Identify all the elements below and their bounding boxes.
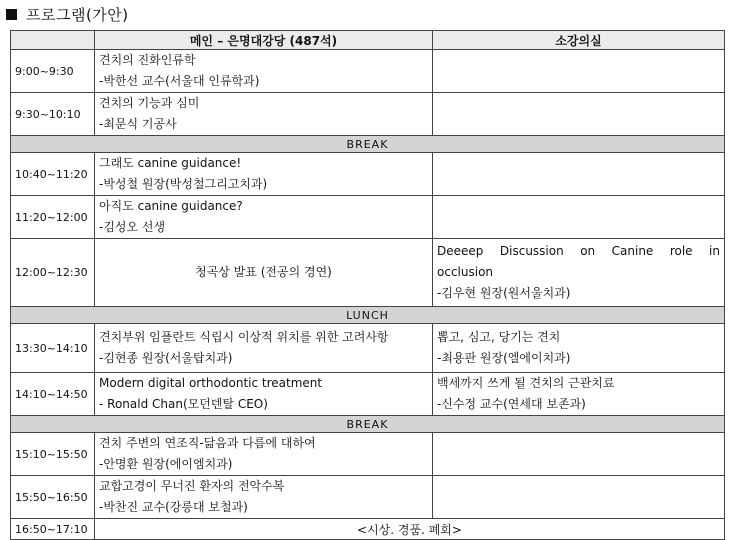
session-line: -김성오 선생 [99, 220, 166, 234]
small-room-session [433, 50, 725, 93]
session-line: -박한선 교수(서울대 인류학과) [99, 74, 260, 88]
time-cell: 12:00~12:30 [11, 239, 95, 307]
small-room-session [433, 153, 725, 196]
table-row [11, 519, 725, 540]
time-cell: 16:50~17:10 [11, 519, 95, 540]
session-line: -신수정 교수(연세대 보존과) [437, 397, 586, 411]
main-hall-session [95, 476, 433, 519]
session-line: 견치 주변의 연조직-닮음과 다름에 대하여 [99, 436, 316, 450]
session-line: 청곡상 발표 (전공의 경연) [195, 265, 332, 279]
program-body [11, 50, 725, 540]
session-line: 견치의 기능과 심미 [99, 96, 200, 110]
small-room-session [433, 373, 725, 416]
main-hall-session [95, 239, 433, 307]
session-line: -박찬진 교수(강릉대 보철과) [99, 500, 248, 514]
small-room-session [433, 433, 725, 476]
time-cell: 11:20~12:00 [11, 196, 95, 239]
time-cell: 9:00~9:30 [11, 50, 95, 93]
time-cell: 13:30~14:10 [11, 324, 95, 373]
main-hall-session [95, 196, 433, 239]
session-line: -안명환 원장(에이엠치과) [99, 457, 233, 471]
time-cell: 9:30~10:10 [11, 93, 95, 136]
session-line: -최문식 기공사 [99, 117, 177, 131]
session-line: -김현종 원장(서울탑치과) [99, 351, 233, 365]
session-line: 견치의 진화인류학 [99, 53, 196, 67]
table-row [11, 476, 725, 519]
small-room-session [433, 93, 725, 136]
table-row [11, 324, 725, 373]
break-row [11, 307, 725, 324]
table-row [11, 50, 725, 93]
session-line: 그래도 canine guidance! [99, 156, 242, 170]
session-line: occlusion [437, 265, 494, 279]
table-row [11, 373, 725, 416]
break-label: LUNCH [11, 307, 725, 324]
main-hall-session [95, 50, 433, 93]
closing-label: <시상. 경품. 폐회> [95, 519, 725, 540]
main-hall-session [95, 93, 433, 136]
main-hall-session [95, 373, 433, 416]
table-header-row [11, 31, 725, 50]
session-line: 백세까지 쓰게 될 견치의 근관치료 [437, 376, 615, 390]
table-row [11, 196, 725, 239]
session-line: 교합고경이 무너진 환자의 전악수복 [99, 479, 285, 493]
small-room-header: 소강의실 [433, 31, 725, 50]
session-line: Deeeep Discussion on Canine role in [437, 244, 720, 258]
table-row [11, 433, 725, 476]
main-hall-header: 메인 – 은명대강당 (487석) [95, 31, 433, 50]
table-row [11, 239, 725, 307]
session-line: Modern digital orthodontic treatment [99, 376, 323, 390]
time-cell: 14:10~14:50 [11, 373, 95, 416]
break-label: BREAK [11, 136, 725, 153]
break-row [11, 416, 725, 433]
main-hall-session [95, 433, 433, 476]
session-line: - Ronald Chan(모던덴탈 CEO) [99, 397, 268, 411]
time-header [11, 31, 95, 50]
small-room-session [433, 324, 725, 373]
session-line: 견치부위 임플란트 식립시 이상적 위치를 위한 고려사항 [99, 330, 389, 344]
break-row [11, 136, 725, 153]
main-hall-session [95, 324, 433, 373]
small-room-session [433, 239, 725, 307]
time-cell: 10:40~11:20 [11, 153, 95, 196]
main-hall-session [95, 153, 433, 196]
session-line: -김우현 원장(원서울치과) [437, 286, 571, 300]
session-line: 뽑고, 심고, 당기는 견치 [437, 330, 561, 344]
session-line: 아직도 canine guidance? [99, 199, 243, 213]
break-label: BREAK [11, 416, 725, 433]
time-cell: 15:50~16:50 [11, 476, 95, 519]
table-row [11, 153, 725, 196]
section-title [6, 2, 129, 26]
time-cell: 15:10~15:50 [11, 433, 95, 476]
program-table [10, 30, 725, 540]
small-room-session [433, 476, 725, 519]
table-row [11, 93, 725, 136]
session-line: -최용판 원장(엘에이치과) [437, 351, 571, 365]
title-text: 프로그램(가안) [26, 5, 129, 24]
small-room-session [433, 196, 725, 239]
black-square-bullet-icon [6, 9, 17, 20]
session-line: -박성철 원장(박성철그리고치과) [99, 177, 268, 191]
